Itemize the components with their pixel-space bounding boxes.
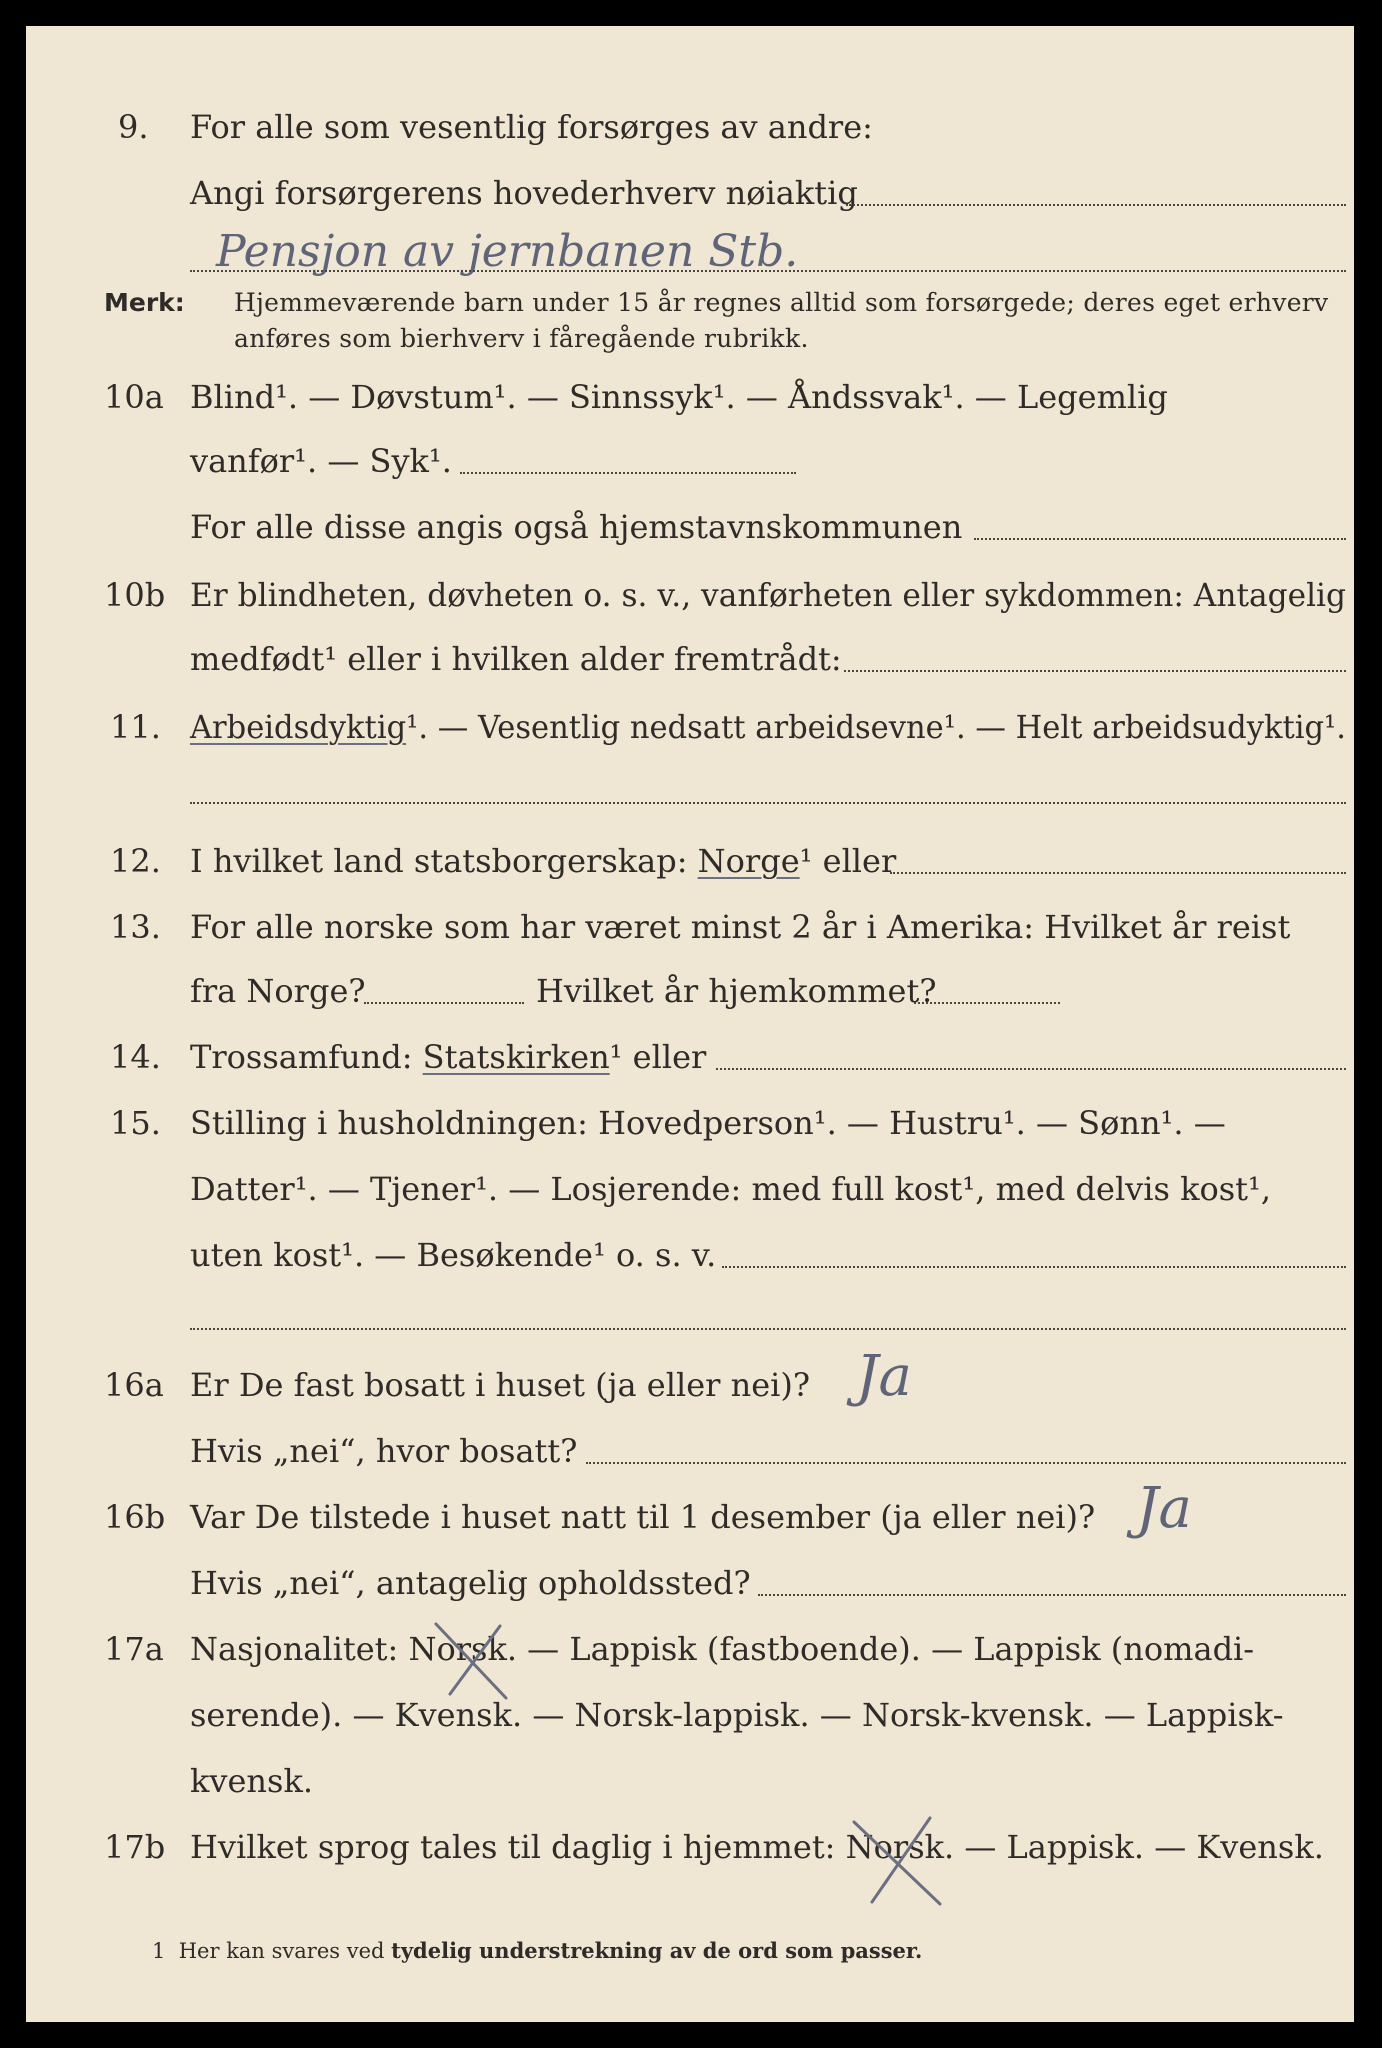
q10a-line1: Blind¹. — Døvstum¹. — Sinnssyk¹. — Åndssvak¹. — Legemlig [190, 378, 1168, 416]
q10b-number: 10b [104, 576, 166, 614]
q10b-line2: medfødt¹ eller i hvilken alder fremtrådt: [190, 640, 842, 678]
q14-number: 14. [110, 1038, 161, 1076]
q10a-line3: For alle disse angis også hjemstavnskommunen [190, 508, 963, 546]
q15-answer-line [722, 1266, 1346, 1268]
footnote-pre: Her kan svares ved [178, 1939, 385, 1963]
q13-line2a: fra Norge? [190, 972, 366, 1010]
q15-line1: Stilling i husholdningen: Hovedperson¹. — Hustru¹. — Sønn¹. — [190, 1104, 1226, 1142]
q16a-number: 16a [104, 1366, 164, 1404]
footnote [152, 1938, 922, 1963]
q10a-number: 10a [104, 378, 164, 416]
q10a-hjemstavn-line [974, 538, 1346, 540]
q12-post: ¹ eller [799, 842, 897, 880]
q12-option-norge: Norge [697, 842, 800, 880]
q11-text [190, 708, 1346, 746]
q16a-bosatt-line [586, 1462, 1346, 1464]
q10b-line1: Er blindheten, døvheten o. s. v., vanførheten eller sykdommen: Antagelig [190, 576, 1347, 614]
q16a-handwritten-answer: Ja [856, 1344, 912, 1409]
q14-option-statskirken: Statskirken [422, 1038, 610, 1076]
q15-line3: uten kost¹. — Besøkende¹ o. s. v. [190, 1236, 717, 1274]
q17a-cross-mark [426, 1616, 516, 1706]
q11-answer-line [190, 802, 1346, 804]
q16b-number: 16b [104, 1498, 166, 1536]
footnote-mark: 1 [152, 1939, 166, 1963]
q9-line1: For alle som vesentlig forsørges av andre: [190, 108, 873, 146]
footnote-bold: tydelig understrekning av de ord som passer. [391, 1938, 923, 1963]
q14-answer-line [716, 1068, 1346, 1070]
q17b-cross-mark [842, 1812, 952, 1912]
q11-rest: ¹. — Vesentlig nedsatt arbeidsevne¹. — Helt arbeidsudyktig¹. [406, 708, 1347, 746]
q16b-handwritten-answer: Ja [1136, 1476, 1192, 1541]
q16b-line1: Var De tilstede i huset natt til 1 desember (ja eller nei)? [190, 1498, 1096, 1536]
q16b-opholdssted-line [758, 1594, 1346, 1596]
q17b-line1: Hvilket sprog tales til daglig i hjemmet: Norsk. — Lappisk. — Kvensk. [190, 1828, 1324, 1866]
q14-post: ¹ eller [609, 1038, 707, 1076]
q11-number: 11. [110, 708, 161, 746]
q14-pre: Trossamfund: [190, 1038, 413, 1076]
q15-answer-line-2 [190, 1328, 1346, 1330]
q12-text [190, 842, 896, 880]
q17a-number: 17a [104, 1630, 164, 1668]
q11-option-arbeidsdyktig: Arbeidsdyktig [190, 708, 407, 746]
merk-label: Merk: [104, 288, 185, 317]
q13-number: 13. [110, 908, 161, 946]
q16a-line2: Hvis „nei“, hvor bosatt? [190, 1432, 578, 1470]
q12-answer-line [890, 872, 1346, 874]
q12-number: 12. [110, 842, 161, 880]
merk-line1: Hjemmeværende barn under 15 år regnes alltid som forsørgede; deres eget erhverv [234, 288, 1329, 317]
q13-line2b: Hvilket år hjemkommet? [536, 972, 937, 1010]
q10a-line2: vanfør¹. — Syk¹. [190, 442, 452, 480]
q17a-line3: kvensk. [190, 1762, 313, 1800]
census-form-page [26, 26, 1354, 2022]
q15-line2: Datter¹. — Tjener¹. — Losjerende: med full kost¹, med delvis kost¹, [190, 1170, 1272, 1208]
q9-answer-line [846, 204, 1346, 206]
q17b-number: 17b [104, 1828, 166, 1866]
q16b-line2: Hvis „nei“, antagelig opholdssted? [190, 1564, 751, 1602]
q13-line1: For alle norske som har været minst 2 år i Amerika: Hvilket år reist [190, 908, 1291, 946]
q10a-syk-line [460, 472, 796, 474]
merk-line2: anføres som bierhverv i fåregående rubrikk. [234, 324, 809, 353]
q10b-answer-line [844, 670, 1346, 672]
q9-handwritten-answer: Pensjon av jernbanen Stb. [216, 226, 799, 277]
q17a-line2: serende). — Kvensk. — Norsk-lappisk. — Norsk-kvensk. — Lappisk- [190, 1696, 1284, 1734]
q15-number: 15. [110, 1104, 161, 1142]
q17a-line1: Nasjonalitet: Norsk. — Lappisk (fastboende). — Lappisk (nomadi- [190, 1630, 1255, 1668]
q16a-line1: Er De fast bosatt i huset (ja eller nei)? [190, 1366, 811, 1404]
q12-pre: I hvilket land statsborgerskap: [190, 842, 688, 880]
q13-hjemkommet-line [914, 1002, 1060, 1004]
q14-text [190, 1038, 706, 1076]
q9-number: 9. [118, 108, 149, 146]
q9-line2: Angi forsørgerens hovederhverv nøiaktig [190, 174, 858, 212]
q13-reist-line [364, 1002, 524, 1004]
q9-answer-line-2 [190, 270, 1346, 272]
